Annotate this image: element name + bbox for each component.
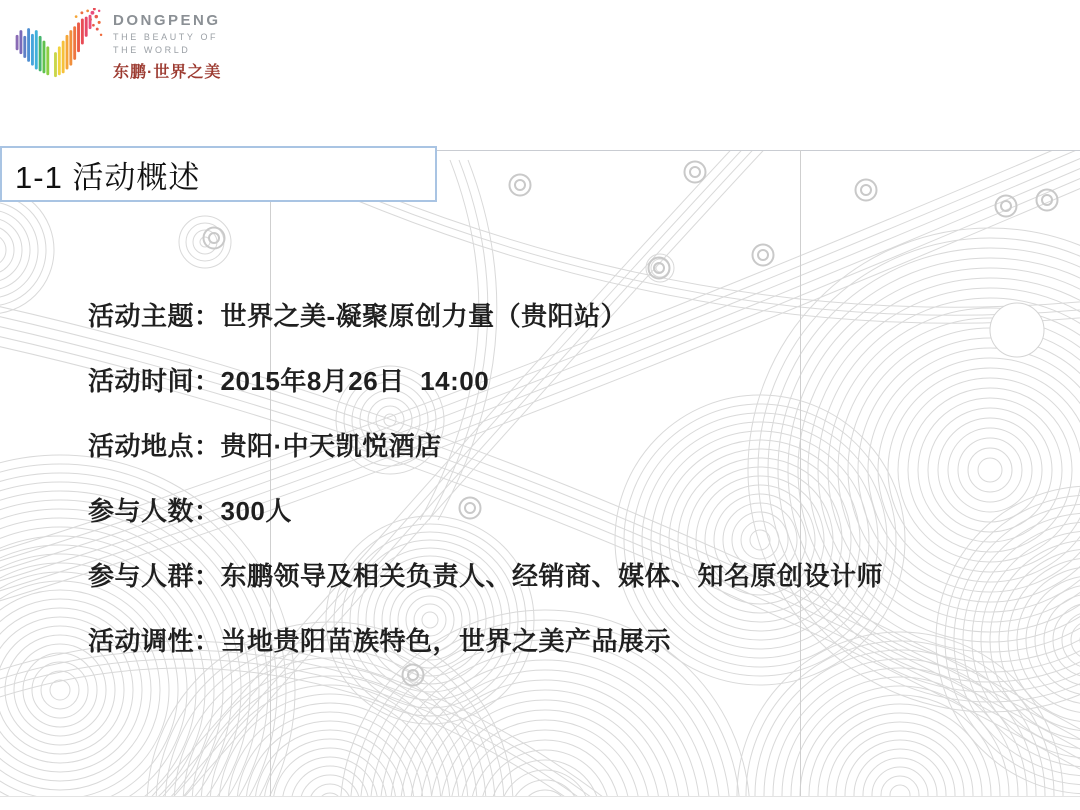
section-title-box — [0, 146, 437, 202]
logo-brand: DONGPENG — [113, 12, 221, 29]
info-line-venue: 活动地点：贵阳·中天凯悦酒店 — [88, 431, 442, 461]
logo-bird-swoosh-icon — [6, 8, 104, 80]
info-line-theme: 活动主题：世界之美-凝聚原创力量（贵阳站） — [88, 301, 628, 331]
section-title: 1-1 活动概述 — [15, 159, 201, 195]
info-line-time: 活动时间：2015年8月26日 14:00 — [88, 366, 490, 396]
logo-tagline-line2: THE WORLD — [113, 45, 191, 55]
info-line-attendee-groups: 参与人群：东鹏领导及相关负责人、经销商、媒体、知名原创设计师 — [88, 561, 884, 591]
info-list — [88, 284, 1048, 674]
info-line-attendee-count: 参与人数：300人 — [88, 496, 292, 526]
logo-chinese-name: 东鹏·世界之美 — [113, 64, 222, 81]
logo — [6, 8, 221, 82]
logo-text — [113, 8, 221, 82]
info-line-tone: 活动调性：当地贵阳苗族特色，世界之美产品展示 — [88, 626, 672, 656]
logo-tagline-line1: THE BEAUTY OF — [113, 32, 219, 42]
